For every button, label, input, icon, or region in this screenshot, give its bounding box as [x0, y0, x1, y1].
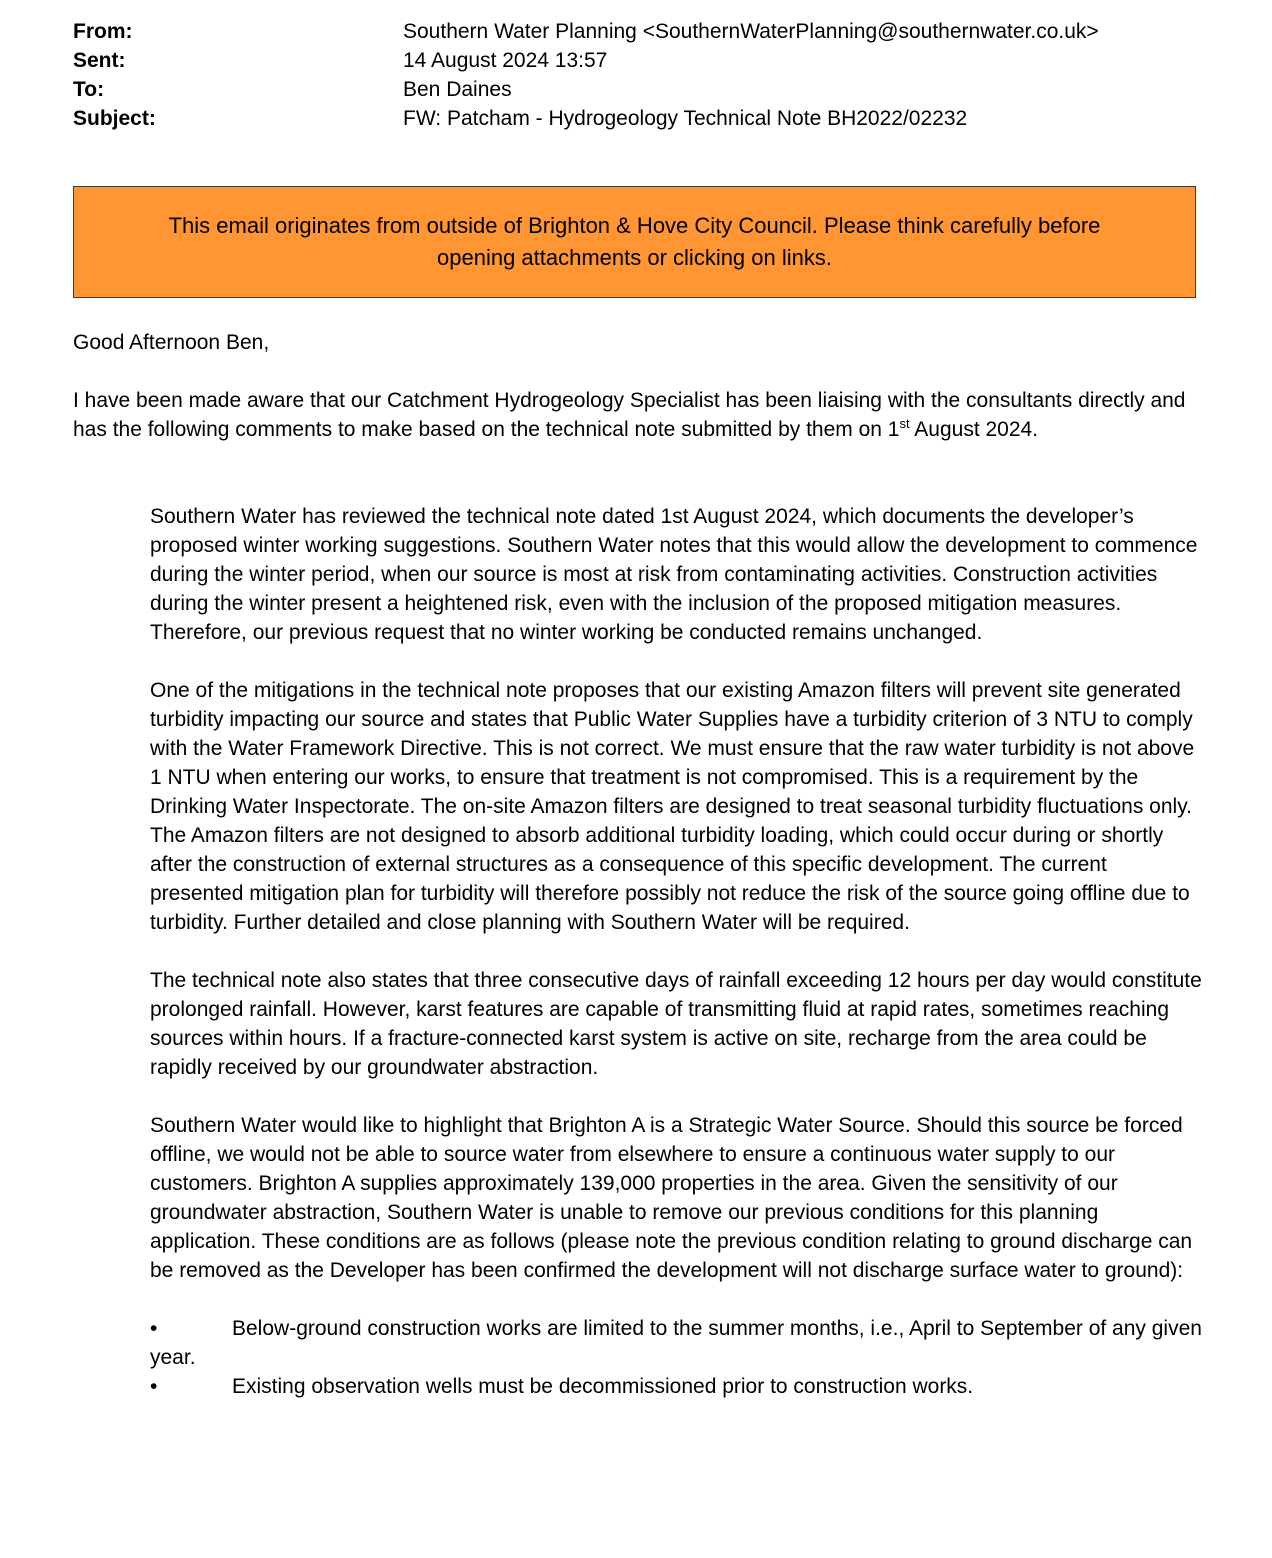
subject-label: Subject: [73, 107, 156, 130]
greeting: Good Afternoon Ben, [73, 331, 270, 354]
list-item-text: Existing observation wells must be decommissioned prior to construction works. [232, 1375, 974, 1398]
conditions-list [150, 1314, 1202, 1401]
to-label: To: [73, 78, 105, 101]
intro-paragraph [73, 386, 1203, 444]
sent-label: Sent: [73, 49, 126, 72]
subject-value: FW: Patcham - Hydrogeology Technical Note BH2022/02232 [403, 107, 968, 130]
subject-row [73, 104, 1203, 133]
paragraph-turbidity: One of the mitigations in the technical note proposes that our existing Amazon filters will prevent site generated turbidity impacting our source and states that Public Water Supplies have a turbidity criterion of 3 NTU to comply with the Water Framework Directive. This is not correct. We must ensure that the raw water turbidity is not above 1 NTU when entering our works, to ensure that treatment is not compromised. This is a requirement by the Drinking Water Inspectorate. The on-site Amazon filters are designed to treat seasonal turbidity fluctuations only. The Amazon filters are not designed to absorb additional turbidity loading, which could occur during or shortly after the construction of external structures as a consequence of this specific development. The current presented mitigation plan for turbidity will therefore possibly not reduce the risk of the source going offline due to turbidity. Further detailed and close planning with Southern Water will be required. [150, 679, 1195, 934]
bullet-icon: • [150, 1317, 158, 1340]
intro-superscript: st [899, 416, 910, 431]
from-row [73, 17, 1203, 46]
list-item-text: Below-ground construction works are limited to the summer months, i.e., April to September of any given year. [150, 1317, 1202, 1369]
quoted-comments [150, 502, 1202, 1401]
sent-row [73, 46, 1203, 75]
external-email-warning-banner [73, 186, 1196, 298]
list-item [150, 1314, 1202, 1372]
bullet-icon: • [150, 1375, 158, 1398]
paragraph-rainfall: The technical note also states that three consecutive days of rainfall exceeding 12 hours per day would constitute prolonged rainfall. However, karst features are capable of transmitting fluid at rapid rates, sometimes reaching sources within hours. If a fracture-connected karst system is active on site, recharge from the area could be rapidly received by our groundwater abstraction. [150, 969, 1202, 1079]
email-headers [73, 17, 1203, 133]
to-value: Ben Daines [403, 78, 512, 101]
sent-value: 14 August 2024 13:57 [403, 49, 608, 72]
from-value: Southern Water Planning <SouthernWaterPlanning@southernwater.co.uk> [403, 20, 1099, 43]
paragraph-strategic-source: Southern Water would like to highlight that Brighton A is a Strategic Water Source. Should this source be forced offline, we would not be able to source water from elsewhere to ensure a continuous water supply to our customers. Brighton A supplies approximately 139,000 properties in the area. Given the sensitivity of our groundwater abstraction, Southern Water is unable to remove our previous conditions for this planning application. These conditions are as follows (please note the previous condition relating to ground discharge can be removed as the Developer has been confirmed the development will not discharge surface water to ground): [150, 1114, 1193, 1282]
intro-text: I have been made aware that our Catchment Hydrogeology Specialist has been liaising with the consultants directly and has the following comments to make based on the technical note submitted by them on 1 [73, 389, 1186, 441]
intro-text-end: August 2024. [909, 418, 1039, 441]
list-item [150, 1372, 1202, 1401]
from-label: From: [73, 20, 133, 43]
paragraph-winter-working: Southern Water has reviewed the technical note dated 1st August 2024, which documents the developer’s proposed winter working suggestions. Southern Water notes that this would allow the development to commence during the winter period, when our source is most at risk from contaminating activities. Construction activities during the winter present a heightened risk, even with the inclusion of the proposed mitigation measures. Therefore, our previous request that no winter working be conducted remains unchanged. [150, 505, 1198, 644]
to-row [73, 75, 1203, 104]
warning-text: This email originates from outside of Brighton & Hove City Council. Please think carefully before opening attachments or clicking on links. [168, 213, 1101, 270]
